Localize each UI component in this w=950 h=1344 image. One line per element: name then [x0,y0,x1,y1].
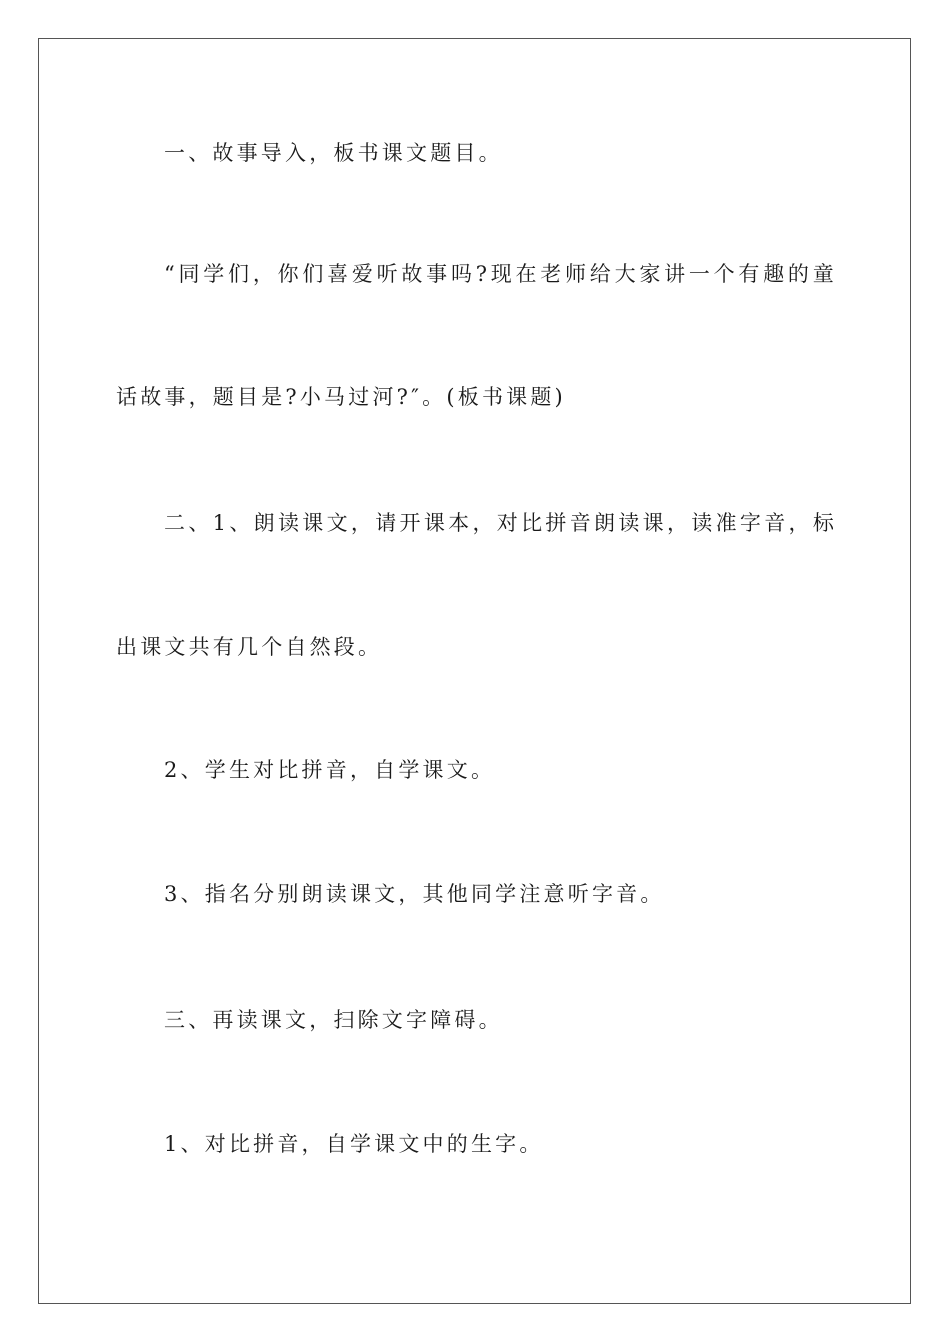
page-border [38,38,911,1304]
list-item-3: 3、指名分别朗读课文，其他同学注意听字音。 [164,882,665,906]
section-heading-2: 二 、 1 、 朗 读 课 文 ， 请 开 课 本 ， 对 比 拼 音 朗 读 课 ， 读 准 字 音 ， 标 [164,511,834,535]
list-item-2: 2、学生对比拼音，自学课文。 [164,758,496,782]
paragraph-line-1: “ 同 学 们 ， 你 们 喜 爱 听 故 事 吗 ? 现 在 老 师 给 大 家 讲 一 个 有 趣 的 童 [164,262,834,286]
list-item-1: 1、对比拼音，自学课文中的生字。 [164,1132,544,1156]
paragraph-line-3: 出课文共有几个自然段。 [116,635,383,659]
paragraph-line-2: 话故事，题目是?小马过河?″。(板书课题) [116,385,566,409]
section-heading-1: 一、故事导入，板书课文题目。 [164,141,503,165]
section-heading-3: 三、再读课文，扫除文字障碍。 [164,1008,503,1032]
